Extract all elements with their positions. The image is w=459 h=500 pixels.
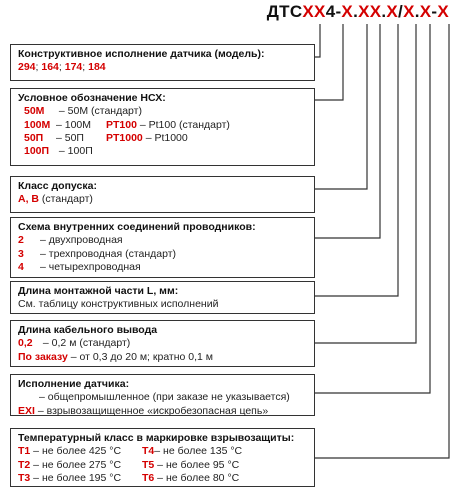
connector-wiring	[315, 24, 380, 238]
nsx-row-1	[18, 105, 307, 118]
nsx-row-4	[18, 145, 307, 158]
execution-row-2: EXI – взрывозащищенное «искробезопасная цепь»	[18, 404, 269, 417]
connector-model-vertical	[315, 24, 320, 57]
code-execution: X	[419, 2, 432, 21]
tempclass-left-column	[18, 445, 142, 485]
connector-cable	[315, 24, 416, 343]
connector-length	[315, 24, 398, 296]
wiring-row: 4 – четырехпроводная	[18, 260, 141, 273]
execution-title: Исполнение датчика:	[18, 378, 130, 390]
nsx-code-2: PT1000	[106, 131, 143, 144]
tempclass-row: T5 – не более 95 °C	[142, 458, 240, 471]
execution-row-1: – общепромышленное (при заказе не указывается)	[39, 391, 290, 404]
nsx-box	[10, 88, 315, 166]
code-prefix: ДТС	[266, 2, 303, 21]
nsx-row-3	[18, 132, 307, 145]
nsx-desc: – 50M (стандарт)	[56, 105, 142, 118]
tempclass-row: T2 – не более 275 °C	[18, 458, 122, 471]
tempclass-box	[10, 428, 315, 487]
connector-tolerance	[315, 24, 367, 189]
nsx-desc: – 100П	[56, 145, 93, 158]
nsx-code: 50M	[24, 105, 45, 118]
cable-title: Длина кабельного вывода	[18, 324, 158, 336]
code-length: X	[386, 2, 399, 21]
nsx-code: 100M	[24, 118, 51, 131]
nsx-code: 50П	[24, 131, 44, 144]
tempclass-row: T4– не более 135 °C	[142, 445, 243, 458]
tempclass-row: T3 – не более 195 °C	[18, 471, 122, 484]
nsx-title: Условное обозначение НСХ:	[18, 92, 166, 104]
nsx-code: 100П	[24, 145, 50, 158]
length-box	[10, 281, 315, 314]
wiring-title: Схема внутренних соединений проводников:	[18, 221, 256, 233]
wiring-row: 3 – трехпроводная (стандарт)	[18, 247, 177, 260]
code-tolerance-wiring: XX	[358, 2, 382, 21]
cable-row-1: 0,2 – 0,2 м (стандарт)	[18, 337, 131, 350]
tolerance-title: Класс допуска:	[18, 180, 97, 192]
model-box	[10, 44, 315, 81]
tempclass-row: T1 – не более 425 °C	[18, 445, 122, 458]
cable-row-2: По заказу – от 0,3 до 20 м; кратно 0,1 м	[18, 350, 214, 363]
nsx-row-2	[18, 119, 307, 132]
execution-box	[10, 374, 315, 416]
tolerance-values: A, B	[18, 193, 39, 206]
code-num: 4	[325, 2, 336, 21]
code-cable: X	[403, 2, 415, 21]
tolerance-box	[10, 176, 315, 213]
connector-nsx	[315, 24, 343, 100]
nsx-desc-2: – Pt100 (стандарт)	[136, 118, 230, 131]
tolerance-note: (стандарт)	[39, 193, 93, 206]
tempclass-title: Температурный класс в маркировке взрывозащиты:	[18, 432, 295, 444]
tempclass-row: T6 – не более 80 °C	[142, 471, 240, 484]
code-dash-1: -	[335, 2, 342, 21]
cable-box	[10, 320, 315, 367]
code-dot-2: .	[381, 2, 387, 21]
nsx-desc-2: – Pt1000	[142, 131, 188, 144]
model-value-174: 174	[64, 61, 83, 74]
nsx-desc: – 50П	[56, 131, 84, 144]
connector-execution	[315, 24, 430, 393]
code-nsx: X	[341, 2, 354, 21]
code-model: XX	[302, 2, 326, 21]
model-value-184: 184	[88, 61, 106, 74]
model-title: Конструктивное исполнение датчика (модель):	[18, 48, 265, 60]
length-text: См. таблицу конструктивных исполнений	[18, 298, 219, 311]
nsx-desc: – 100M	[56, 118, 92, 131]
code-dot-3: .	[414, 2, 420, 21]
length-title: Длина монтажной части L, мм:	[18, 285, 179, 297]
code-tempclass: X	[437, 2, 449, 21]
model-value-164: 164	[41, 61, 59, 74]
model-value-294: 294	[18, 61, 36, 74]
code-dash-2: -	[431, 2, 438, 21]
wiring-box	[10, 217, 315, 278]
code-slash: /	[398, 2, 404, 21]
tempclass-right-column	[142, 445, 242, 485]
wiring-row: 2 – двухпроводная	[18, 234, 123, 247]
model-values: 294; 164; 174; 184	[18, 61, 106, 74]
code-dot-1: .	[353, 2, 359, 21]
nsx-code-2: PT100	[106, 118, 137, 131]
